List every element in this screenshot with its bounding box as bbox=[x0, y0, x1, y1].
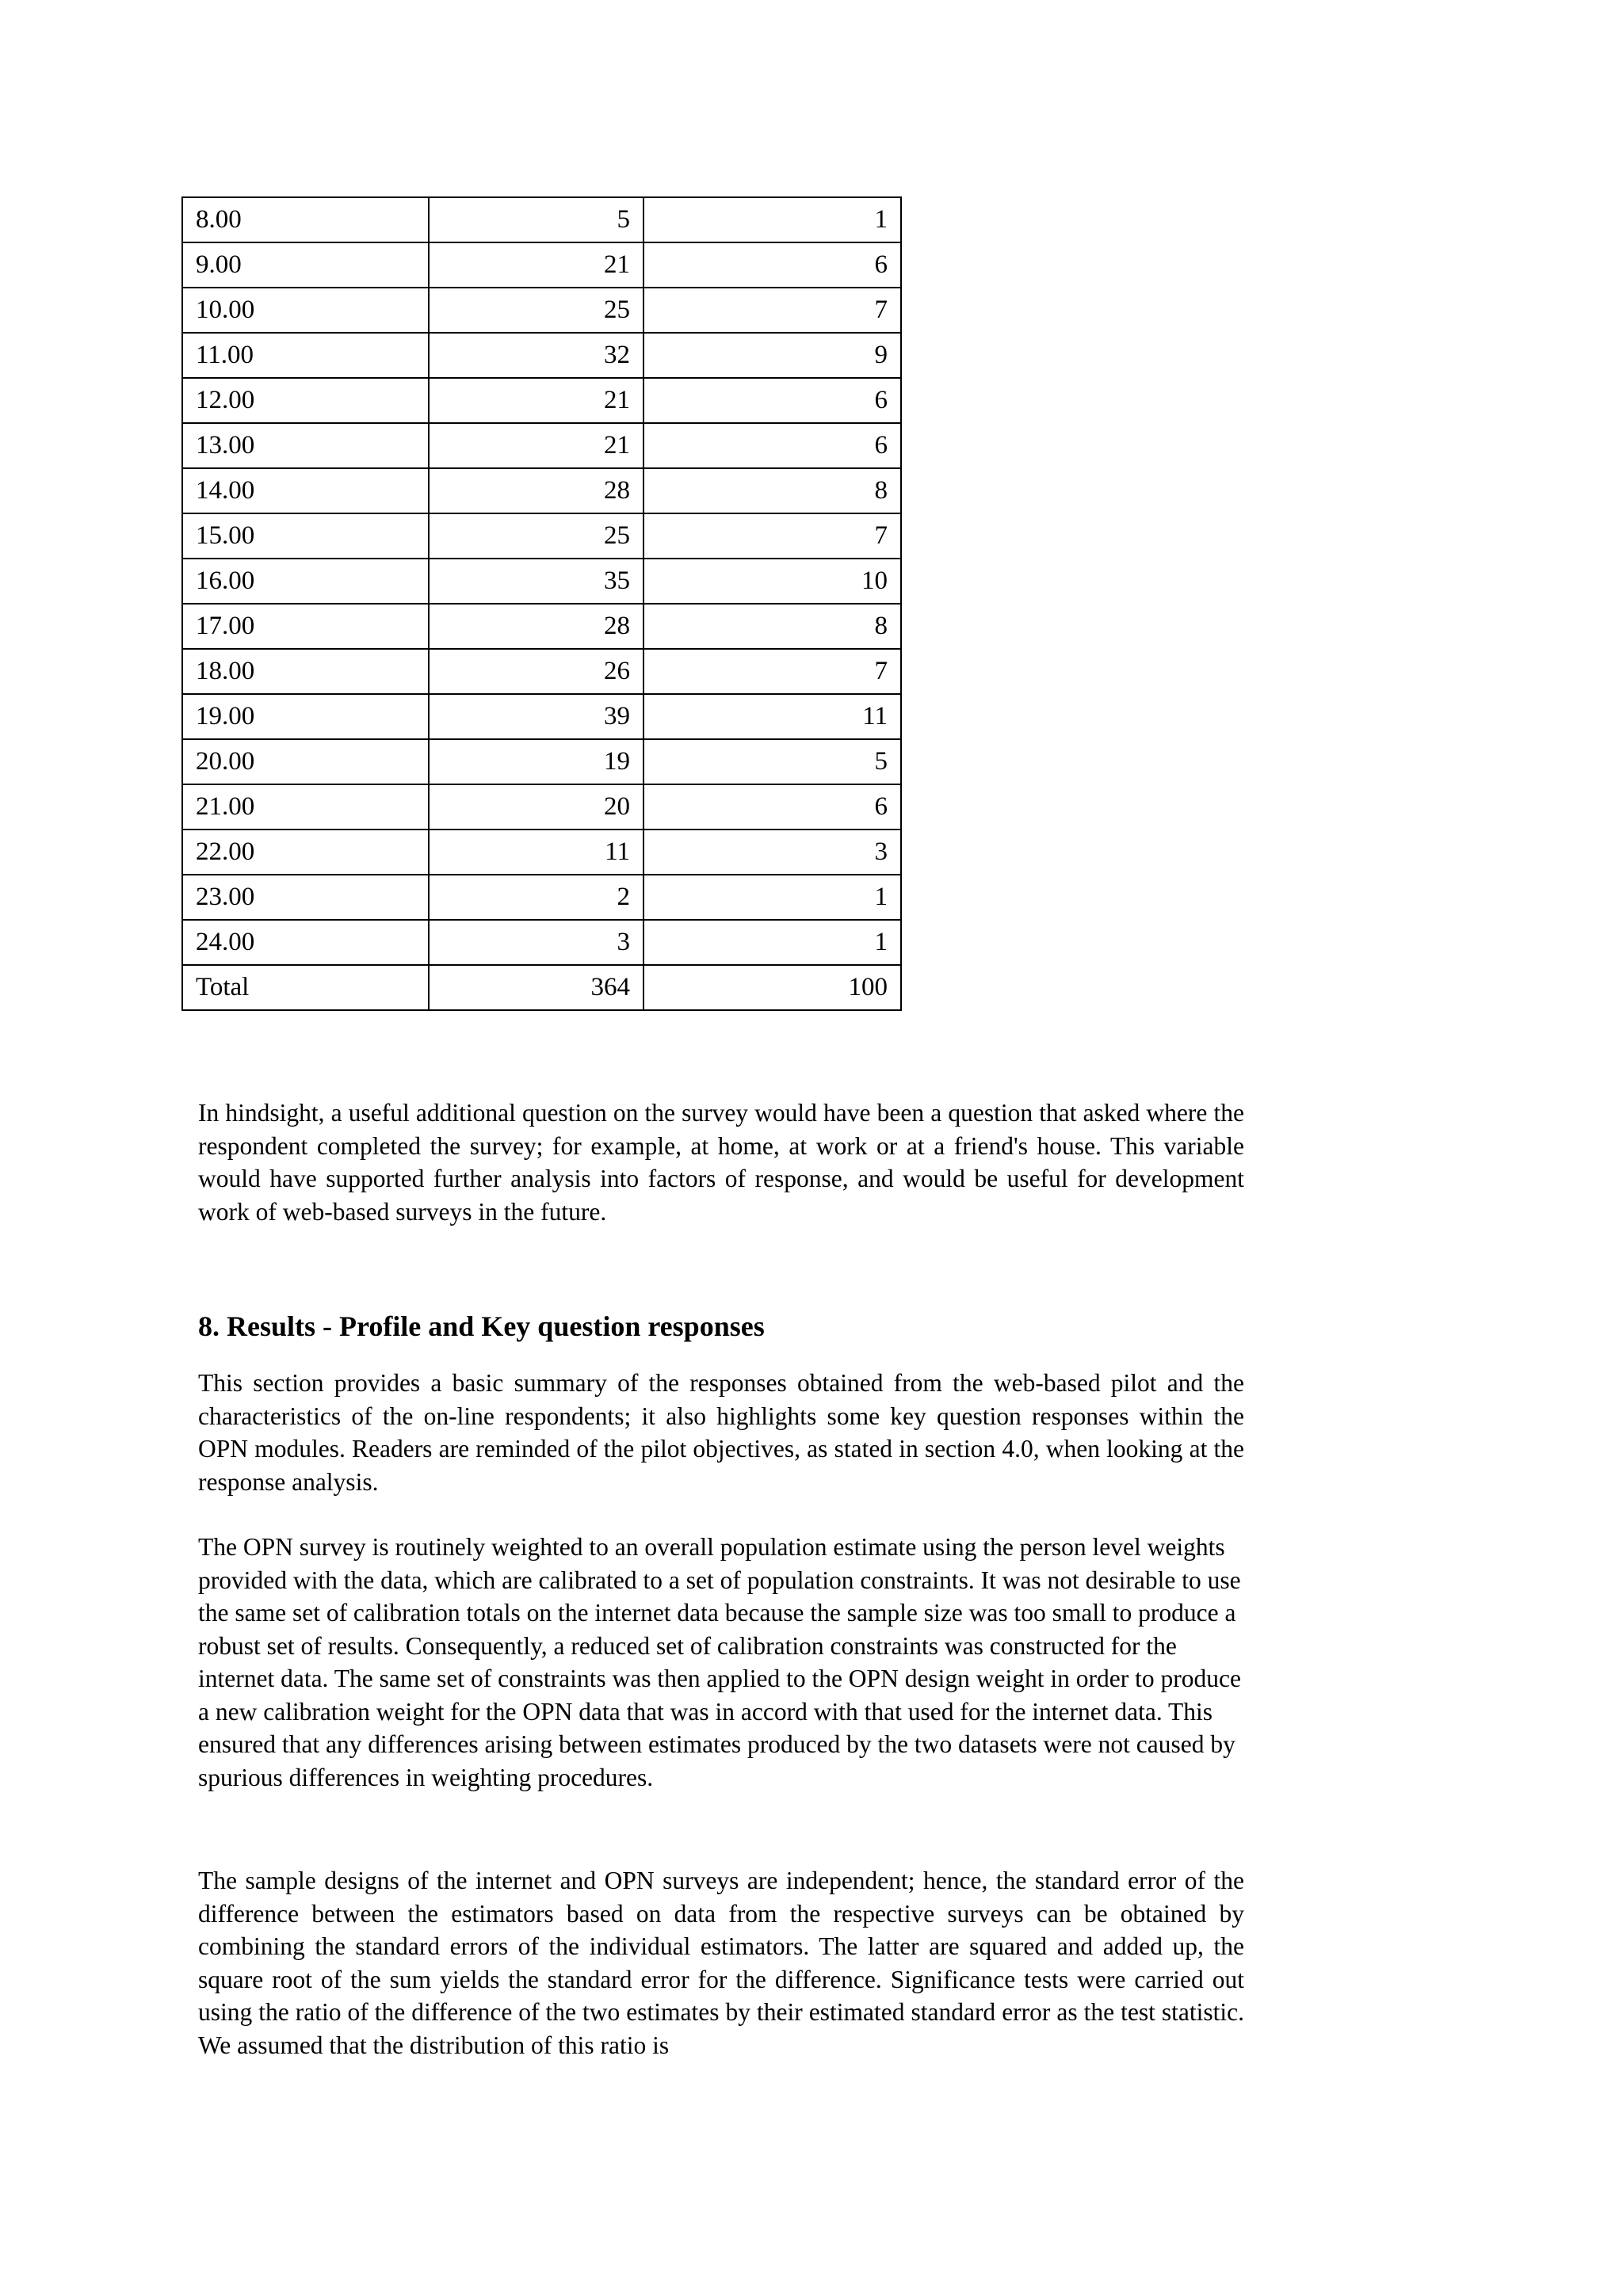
table-cell-percent: 7 bbox=[643, 288, 901, 333]
table-cell-percent: 6 bbox=[643, 242, 901, 288]
table-row bbox=[182, 197, 901, 242]
table-row bbox=[182, 423, 901, 468]
table-cell-count: 5 bbox=[429, 197, 643, 242]
table-cell-percent: 7 bbox=[643, 649, 901, 694]
frequency-table bbox=[181, 196, 902, 1011]
table-row bbox=[182, 739, 901, 784]
table-cell-label: 12.00 bbox=[182, 378, 429, 423]
table-row bbox=[182, 513, 901, 559]
table-cell-percent: 1 bbox=[643, 197, 901, 242]
table-cell-percent: 9 bbox=[643, 333, 901, 378]
table-cell-count: 21 bbox=[429, 378, 643, 423]
table-cell-label: 21.00 bbox=[182, 784, 429, 830]
table-row bbox=[182, 288, 901, 333]
table-cell-percent: 7 bbox=[643, 513, 901, 559]
table-cell-percent: 8 bbox=[643, 604, 901, 649]
table-row bbox=[182, 649, 901, 694]
table-cell-label: 10.00 bbox=[182, 288, 429, 333]
table-cell-label: 19.00 bbox=[182, 694, 429, 739]
table-cell-label: 18.00 bbox=[182, 649, 429, 694]
table-cell-percent: 100 bbox=[643, 965, 901, 1010]
table-cell-percent: 8 bbox=[643, 468, 901, 513]
table-cell-count: 20 bbox=[429, 784, 643, 830]
table-row bbox=[182, 920, 901, 965]
section-heading: 8. Results - Profile and Key question responses bbox=[198, 1310, 765, 1342]
table-row bbox=[182, 242, 901, 288]
sample-designs-paragraph: The sample designs of the internet and OPN surveys are independent; hence, the standard error of the difference between the estimators based on data from the respective surveys can be obtained by combining the standard errors of the individual estimators. The latter are squared and added up, the square root of the sum yields the standard error for the difference. Significance tests were carried out using the ratio of the difference of the two estimates by their estimated standard error as the test statistic. We assumed that the distribution of this ratio is bbox=[198, 1867, 1244, 2059]
table-cell-percent: 6 bbox=[643, 423, 901, 468]
table-cell-label: 16.00 bbox=[182, 559, 429, 604]
table-cell-count: 28 bbox=[429, 604, 643, 649]
table-cell-count: 25 bbox=[429, 288, 643, 333]
table-cell-label: 17.00 bbox=[182, 604, 429, 649]
table-row bbox=[182, 830, 901, 875]
table-cell-label: 14.00 bbox=[182, 468, 429, 513]
table-cell-label: 15.00 bbox=[182, 513, 429, 559]
table-cell-label: 20.00 bbox=[182, 739, 429, 784]
table-cell-percent: 11 bbox=[643, 694, 901, 739]
table-cell-percent: 1 bbox=[643, 875, 901, 920]
table-row bbox=[182, 559, 901, 604]
weighting-paragraph: The OPN survey is routinely weighted to an overall population estimate using the person level weights provided with the data, which are calibrated to a set of population constraints. It was not desirable to use the same set of calibration totals on the internet data because the sample size was too small to produce a robust set of results. Consequently, a reduced set of calibration constraints was constructed for the internet data. The same set of constraints was then applied to the OPN design weight in order to produce a new calibration weight for the OPN data that was in accord with that used for the internet data. This ensured that any differences arising between estimates produced by the two datasets were not caused by spurious differences in weighting procedures. bbox=[198, 1533, 1241, 1791]
table-cell-count: 3 bbox=[429, 920, 643, 965]
table-cell-label: 9.00 bbox=[182, 242, 429, 288]
frequency-table-body bbox=[182, 197, 901, 1010]
table-cell-count: 32 bbox=[429, 333, 643, 378]
table-cell-count: 25 bbox=[429, 513, 643, 559]
table-cell-percent: 1 bbox=[643, 920, 901, 965]
table-row bbox=[182, 604, 901, 649]
hindsight-paragraph: In hindsight, a useful additional question on the survey would have been a question that asked where the respondent completed the survey; for example, at home, at work or at a friend's house. This variable would have supported further analysis into factors of response, and would be useful for development work of web-based surveys in the future. bbox=[198, 1099, 1244, 1226]
table-cell-count: 11 bbox=[429, 830, 643, 875]
table-cell-percent: 3 bbox=[643, 830, 901, 875]
table-row bbox=[182, 468, 901, 513]
table-cell-count: 26 bbox=[429, 649, 643, 694]
table-row bbox=[182, 875, 901, 920]
table-row bbox=[182, 784, 901, 830]
table-cell-percent: 5 bbox=[643, 739, 901, 784]
section-intro-paragraph: This section provides a basic summary of the responses obtained from the web-based pilot and the characteristics of the on-line respondents; it also highlights some key question responses within the OPN modules. Readers are reminded of the pilot objectives, as stated in section 4.0, when looking at the response analysis. bbox=[198, 1369, 1244, 1496]
table-cell-count: 2 bbox=[429, 875, 643, 920]
table-cell-count: 35 bbox=[429, 559, 643, 604]
table-cell-count: 19 bbox=[429, 739, 643, 784]
table-cell-count: 364 bbox=[429, 965, 643, 1010]
table-row bbox=[182, 378, 901, 423]
table-row bbox=[182, 694, 901, 739]
table-cell-count: 39 bbox=[429, 694, 643, 739]
table-row bbox=[182, 965, 901, 1010]
table-cell-count: 21 bbox=[429, 423, 643, 468]
table-cell-label: 13.00 bbox=[182, 423, 429, 468]
table-cell-label: 22.00 bbox=[182, 830, 429, 875]
table-cell-percent: 6 bbox=[643, 378, 901, 423]
table-cell-percent: 6 bbox=[643, 784, 901, 830]
table-cell-percent: 10 bbox=[643, 559, 901, 604]
table-cell-label: 23.00 bbox=[182, 875, 429, 920]
table-row bbox=[182, 333, 901, 378]
table-cell-count: 28 bbox=[429, 468, 643, 513]
table-cell-label: 8.00 bbox=[182, 197, 429, 242]
table-cell-label: 24.00 bbox=[182, 920, 429, 965]
table-cell-count: 21 bbox=[429, 242, 643, 288]
table-cell-label: Total bbox=[182, 965, 429, 1010]
table-cell-label: 11.00 bbox=[182, 333, 429, 378]
